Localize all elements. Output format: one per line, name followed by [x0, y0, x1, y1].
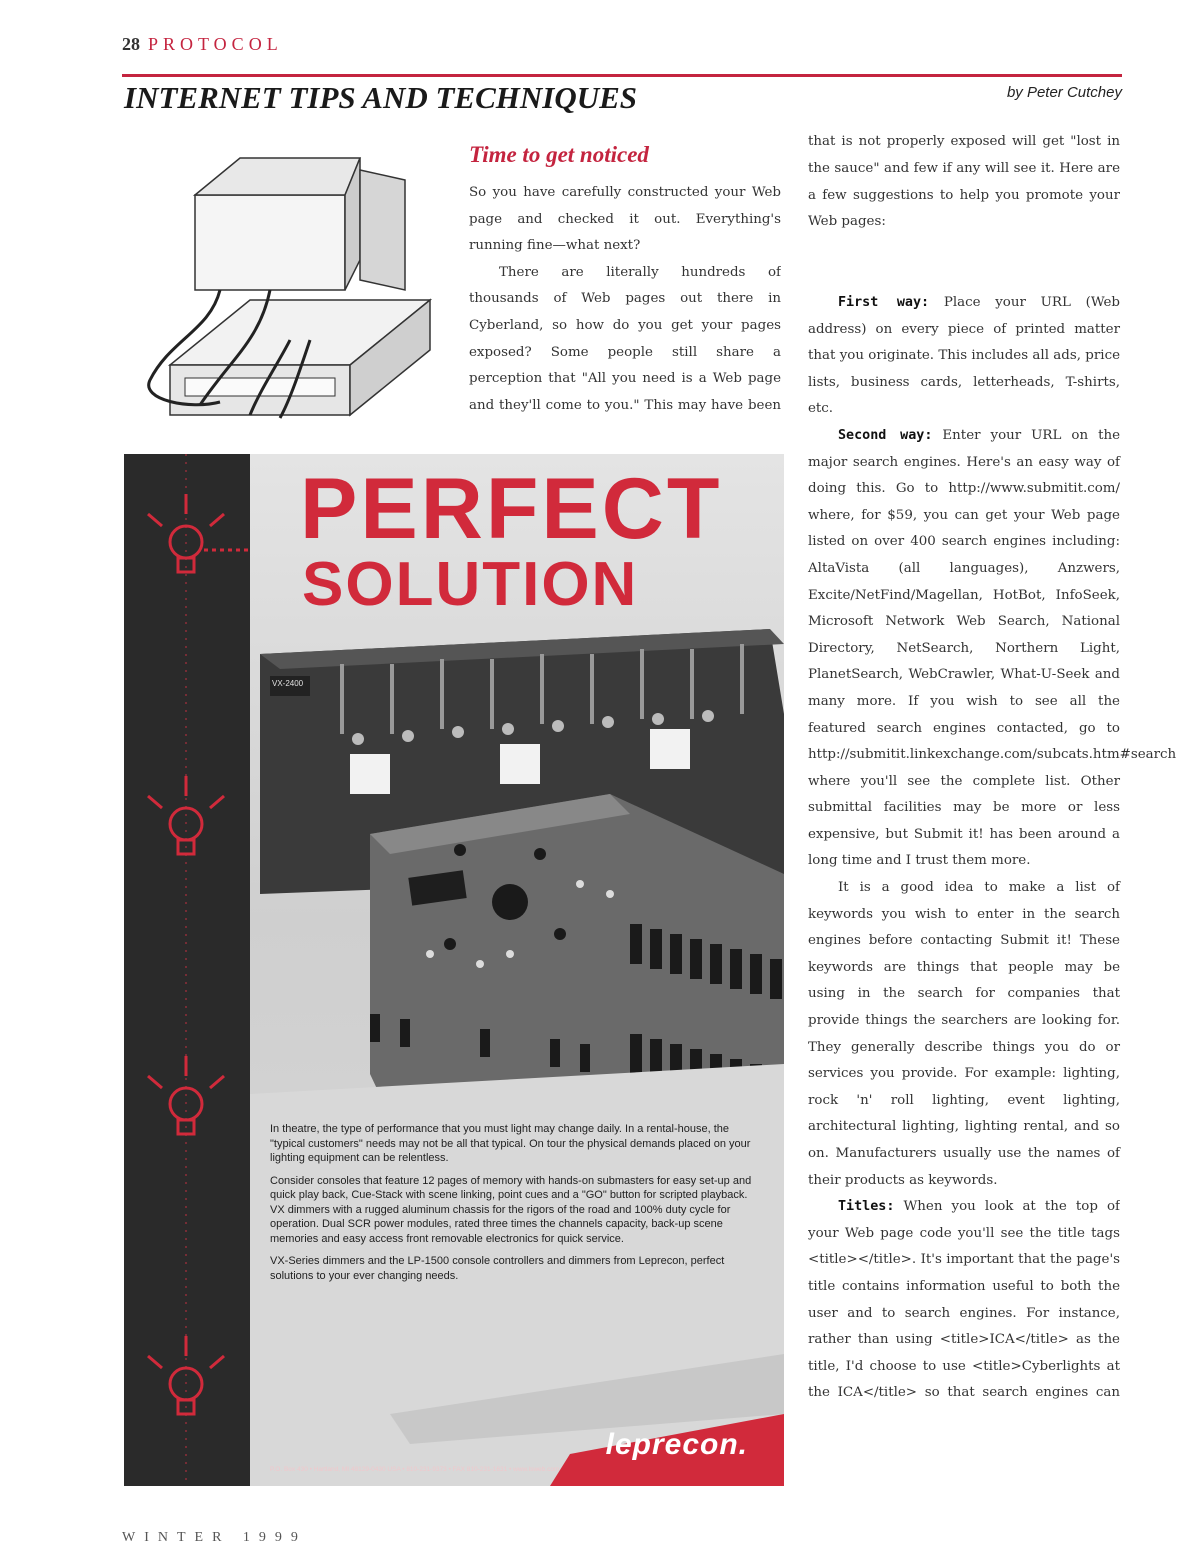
byline: by Peter Cutchey: [1006, 84, 1122, 101]
cyberland-paragraph-cont: that is not properly exposed will get "lost in the sauce" and few if any will see it. Here are a few suggestions to help you promote your Web pages:: [808, 134, 1120, 230]
lightbulb-strip: [124, 454, 250, 1486]
dimmer-model-label: VX-2400: [272, 679, 304, 688]
first-way-text: Place your URL (Web address) on every piece of printed matter that you originate. This includes all ads, price lists, business cards, letterheads, T-shirts, etc.: [808, 295, 1120, 417]
ad-contact-line: P.O. Box 430 • Hartland, MI 48129-0430 USA • 810-231-9373 • FAX 810-231-1631 • www.lsweb.com: [270, 1466, 560, 1473]
ad-headline-perfect: PERFECT: [300, 461, 723, 557]
titles-text: When you look at the top of your Web page code you'll see the title tags <title></title>. It's important that the page's title contains information useful to both the user and to search engines. For instance, rather than using <title>ICA</title> as the title, I'd choose to use <title>Cyberlights at the ICA</title> so that search engines can: [808, 1199, 1120, 1401]
computer-illustration: [130, 140, 440, 420]
lightbulb-icon: [148, 494, 250, 572]
first-way-label: First way:: [838, 295, 930, 310]
header-rule: [122, 74, 1122, 77]
second-way-label: Second way:: [838, 427, 933, 443]
running-header: [122, 34, 283, 55]
ad-copy: [270, 1122, 760, 1291]
section-name: PROTOCOL: [148, 34, 283, 54]
second-way-text: Enter your URL on the major search engines. Here's an easy way of doing this. Go to http://www.submitit.com/ where, for $59, you can get your Web page listed on over 400 search engines including: AltaVista (all languages), Anzwers, Excite/NetFind/Magellan, HotBot, InfoSeek, Microsoft Network Web Search, National Directory, NetSearch, Northern Light, PlanetSearch, WebCrawler, What-U-Seek and many more. If you wish to see all the featured search engines contacted, go to http://submitit.linkexchange.com/subcats.htm#search where you'll see the complete list. Other submittal facilities may be more or less expensive, but Submit it! has been around a long time and I trust them more.: [808, 427, 1177, 869]
article-column-middle: [469, 180, 781, 422]
ad-copy-paragraph: VX-Series dimmers and the LP-1500 console controllers and dimmers from Leprecon, perfect solutions to your ever changing needs.: [270, 1255, 725, 1282]
page-number: 28: [122, 34, 140, 54]
titles-paragraph: [808, 1194, 1120, 1406]
second-way-paragraph: [808, 423, 1177, 875]
ad-headline-solution: SOLUTION: [302, 550, 639, 619]
first-way-paragraph: [808, 290, 1120, 423]
page-title: INTERNET TIPS AND TECHNIQUES: [124, 80, 638, 115]
ad-copy-paragraph: Consider consoles that feature 12 pages of memory with hands-on submasters for easy set-up and quick play back, Cue-Stack with scene linking, point cues and a "GO" button for scripted playback. VX dimmers with a rugged aluminum chassis for the rigors of the road and 100% duty cycle for operation. Dual SCR power modules, rated three times the channels capacity, back-up scene memories and easy access front removable electronics for quick service.: [270, 1174, 752, 1245]
issue-footer: WINTER 1999: [122, 1530, 307, 1545]
advertisement: [124, 454, 784, 1486]
intro-paragraph: So you have carefully constructed your Web page and checked it out. Everything's running fine—what next?: [469, 185, 781, 254]
article-column-right: [808, 130, 1177, 1406]
leprecon-logo: leprecon.: [605, 1428, 748, 1461]
section-heading: Time to get noticed: [469, 142, 649, 167]
cyberland-paragraph-continued: [808, 130, 1120, 290]
titles-label: Titles:: [838, 1199, 895, 1215]
keywords-paragraph: It is a good idea to make a list of keywords you wish to enter in the search engines before contacting Submit it! These keywords are things that people may be using in the search for companies that provide things the searchers are looking for. They generally describe things you do or services you provide. For example: lighting, rock 'n' roll lighting, event lighting, architectural lighting, lighting rental, and so on. Manufacturers usually use the names of their products as keywords.: [808, 880, 1120, 1188]
ad-copy-paragraph: In theatre, the type of performance that you must light may change daily. In a rental-house, the "typical customers" needs may not be all that typical. On tour the physical demands placed on your lighting equipment can be relentless.: [270, 1123, 751, 1164]
cyberland-paragraph: There are literally hundreds of thousands of Web pages out there in Cyberland, so how do you get your pages exposed? Some people still share a perception that "All you need is a Web page and they'll come to you." This may have been: [469, 264, 781, 413]
